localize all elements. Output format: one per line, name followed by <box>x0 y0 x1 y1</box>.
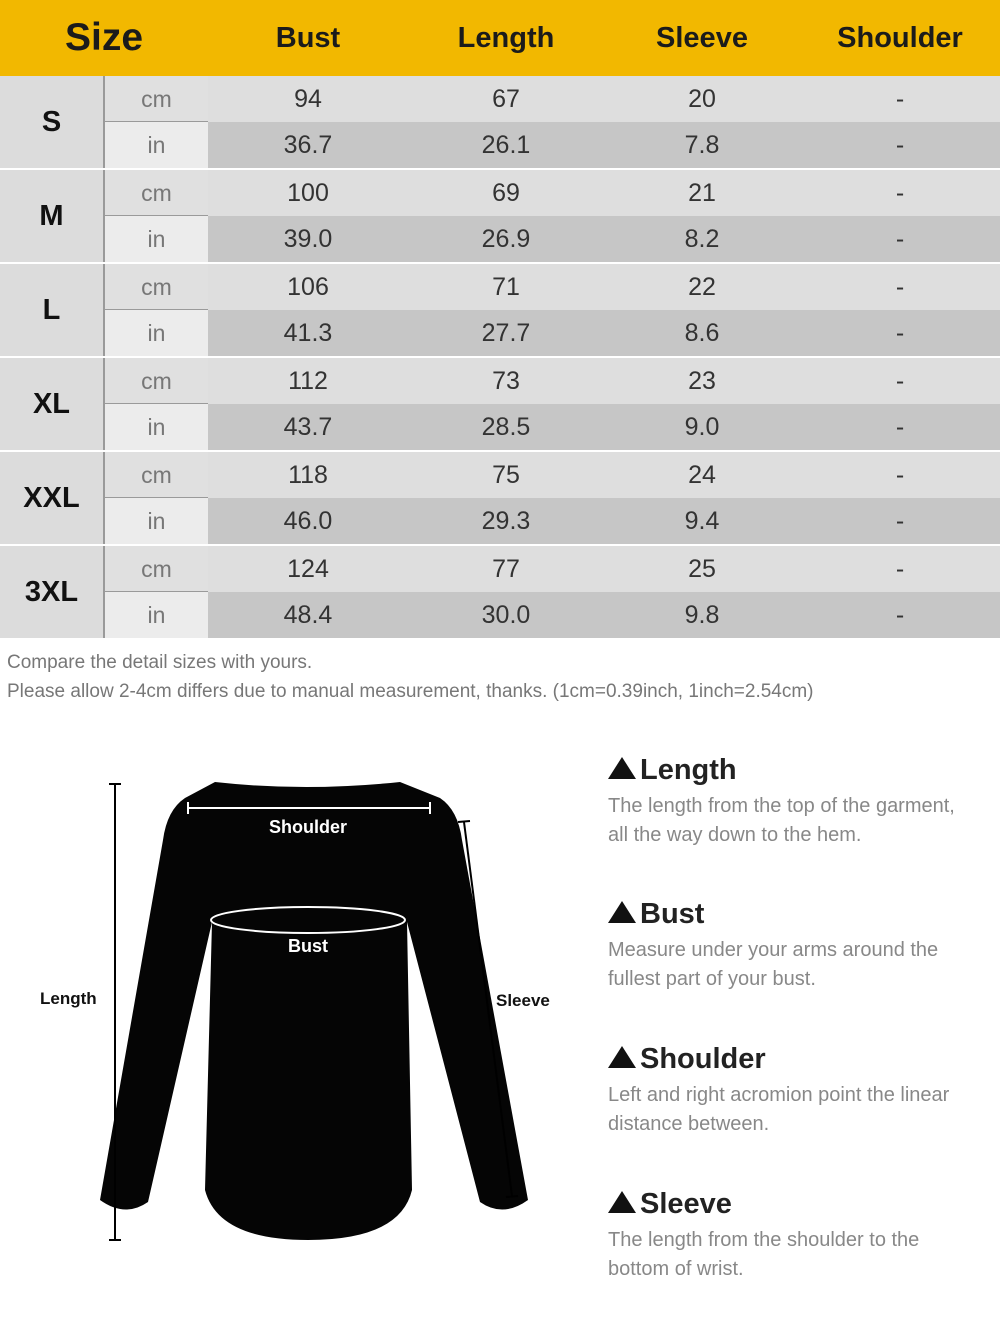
sleeve-value: 24 <box>688 461 716 489</box>
bust-label: Bust <box>288 936 328 956</box>
definition-title: Shoulder <box>640 1043 766 1075</box>
definition-title: Length <box>640 754 737 786</box>
unit-label: in <box>105 216 208 262</box>
shoulder-value: - <box>895 179 905 207</box>
definition-text: The length from the top of the garment, <box>608 795 955 817</box>
sleeve-value: 8.6 <box>684 319 720 347</box>
sleeve-value: 9.4 <box>684 507 720 535</box>
length-value: 29.3 <box>481 507 531 535</box>
bust-value: 94 <box>294 85 322 113</box>
table-row <box>105 122 1000 168</box>
shoulder-value: - <box>895 85 905 113</box>
length-label: Length <box>40 989 97 1008</box>
length-value: 77 <box>492 555 520 583</box>
length-value: 75 <box>492 461 520 489</box>
bust-value: 41.3 <box>283 319 333 347</box>
sleeve-value: 20 <box>688 85 716 113</box>
unit-label: in <box>105 592 208 638</box>
length-value: 26.1 <box>481 131 531 159</box>
length-value: 30.0 <box>481 601 531 629</box>
size-label: L <box>0 264 105 356</box>
bust-value: 36.7 <box>283 131 333 159</box>
definition-text: all the way down to the hem. <box>608 824 862 846</box>
triangle-up-icon <box>608 901 636 923</box>
sleeve-value: 9.8 <box>684 601 720 629</box>
sleeve-value: 21 <box>688 179 716 207</box>
size-group-s <box>0 76 1000 168</box>
sleeve-value: 8.2 <box>684 225 720 253</box>
definition-length <box>608 752 993 850</box>
sleeve-value: 25 <box>688 555 716 583</box>
bust-value: 100 <box>287 179 329 207</box>
sleeve-value: 7.8 <box>684 131 720 159</box>
size-label: M <box>0 170 105 262</box>
length-value: 27.7 <box>481 319 531 347</box>
definition-sleeve <box>608 1186 993 1284</box>
definition-text: bottom of wrist. <box>608 1258 744 1280</box>
triangle-up-icon <box>608 757 636 779</box>
table-row <box>105 592 1000 638</box>
header-size: Size <box>64 16 144 59</box>
length-value: 67 <box>492 85 520 113</box>
triangle-up-icon <box>608 1191 636 1213</box>
table-row <box>105 76 1000 122</box>
bust-value: 46.0 <box>283 507 333 535</box>
size-group-3xl <box>0 546 1000 638</box>
bust-value: 39.0 <box>283 225 333 253</box>
table-row <box>105 498 1000 544</box>
definition-bust <box>608 896 993 994</box>
size-group-xxl <box>0 452 1000 544</box>
header-sleeve: Sleeve <box>656 22 748 54</box>
shoulder-value: - <box>895 273 905 301</box>
sleeve-value: 22 <box>688 273 716 301</box>
bust-value: 118 <box>288 461 328 489</box>
unit-label: cm <box>105 546 208 592</box>
table-row <box>105 216 1000 262</box>
shoulder-label: Shoulder <box>268 817 347 837</box>
definition-text: fullest part of your bust. <box>608 968 816 990</box>
size-group-xl <box>0 358 1000 450</box>
size-label: S <box>0 76 105 168</box>
header-shoulder: Shoulder <box>837 22 963 54</box>
sleeve-label: Sleeve <box>496 991 550 1010</box>
bust-value: 43.7 <box>283 413 333 441</box>
definition-text: distance between. <box>608 1113 770 1135</box>
table-row <box>105 310 1000 356</box>
unit-label: cm <box>105 170 208 216</box>
unit-label: cm <box>105 358 208 404</box>
unit-label: cm <box>105 76 208 122</box>
bust-value: 106 <box>287 273 329 301</box>
table-row <box>105 404 1000 450</box>
note-line-2: Please allow 2-4cm differs due to manual measurement, thanks. (1cm=0.39inch, 1inch=2.54cm) <box>7 681 814 702</box>
unit-label: cm <box>105 452 208 498</box>
table-row <box>105 170 1000 216</box>
shoulder-value: - <box>895 319 905 347</box>
bust-value: 48.4 <box>283 601 333 629</box>
header-length: Length <box>457 22 555 54</box>
triangle-up-icon <box>608 1046 636 1068</box>
shoulder-value: - <box>895 225 905 253</box>
shoulder-value: - <box>895 555 905 583</box>
shoulder-value: - <box>895 413 905 441</box>
length-value: 73 <box>492 367 520 395</box>
size-label: 3XL <box>0 546 105 638</box>
sleeve-value: 23 <box>688 367 716 395</box>
sleeve-value: 9.0 <box>684 413 720 441</box>
note-line-1: Compare the detail sizes with yours. <box>7 652 313 673</box>
definition-shoulder <box>608 1041 993 1139</box>
size-group-l <box>0 264 1000 356</box>
table-row <box>105 264 1000 310</box>
length-value: 69 <box>492 179 520 207</box>
size-label: XXL <box>0 452 105 544</box>
length-value: 28.5 <box>481 413 531 441</box>
shoulder-value: - <box>895 507 905 535</box>
length-value: 26.9 <box>481 225 531 253</box>
table-row <box>105 358 1000 404</box>
size-group-m <box>0 170 1000 262</box>
definition-text: Measure under your arms around the <box>608 939 939 961</box>
unit-label: cm <box>105 264 208 310</box>
bust-value: 112 <box>288 367 328 395</box>
size-label: XL <box>0 358 105 450</box>
header-bust: Bust <box>275 22 341 54</box>
length-value: 71 <box>492 273 520 301</box>
measurement-diagram <box>0 740 600 1300</box>
definition-text: The length from the shoulder to the <box>608 1229 920 1251</box>
unit-label: in <box>105 498 208 544</box>
shoulder-value: - <box>895 461 905 489</box>
unit-label: in <box>105 122 208 168</box>
measurement-notes <box>7 648 997 706</box>
shoulder-value: - <box>895 131 905 159</box>
shoulder-value: - <box>895 601 905 629</box>
table-row <box>105 452 1000 498</box>
definition-title: Sleeve <box>640 1188 732 1220</box>
definition-title: Bust <box>640 898 705 930</box>
definition-text: Left and right acromion point the linear <box>608 1084 950 1106</box>
unit-label: in <box>105 310 208 356</box>
bust-value: 124 <box>287 555 329 583</box>
shoulder-value: - <box>895 367 905 395</box>
table-row <box>105 546 1000 592</box>
unit-label: in <box>105 404 208 450</box>
table-header <box>0 0 1000 78</box>
